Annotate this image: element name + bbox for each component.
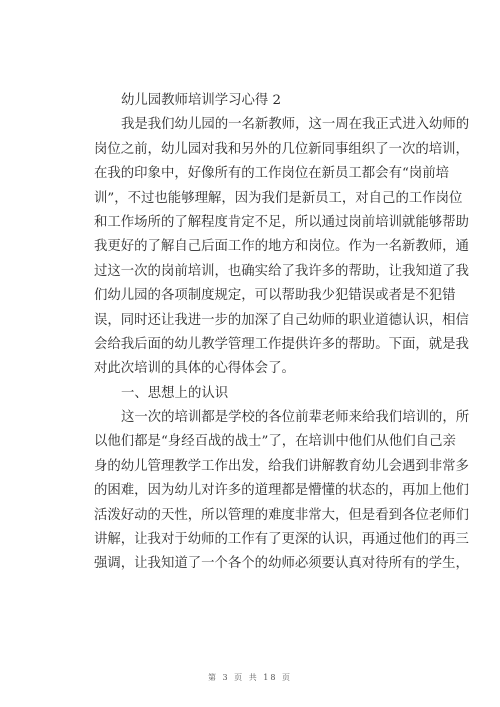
- paragraph-line: 强调，让我知道了一个各个的幼师必须要认真对待所有的学生，: [94, 556, 469, 572]
- document-title: 幼儿园教师培训学习心得 2: [121, 93, 282, 108]
- paragraph-line: 们幼儿园的各项制度规定，可以帮助我少犯错误或者是不犯错: [94, 288, 456, 304]
- paragraph-line: 活泼好动的天性，所以管理的难度非常大，但是看到各位老师们: [94, 507, 469, 523]
- paragraph-line: 在我的印象中，好像所有的工作岗位在新员工都会有“岗前培: [94, 166, 449, 182]
- section-heading: 一、思想上的认识: [121, 385, 229, 401]
- paragraph-line: 以他们都是“身经百战的战士”了，在培训中他们从他们自己亲: [94, 434, 456, 450]
- paragraph-line: 过这一次的岗前培训，也确实给了我许多的帮助，让我知道了我: [94, 263, 469, 279]
- paragraph-line: 讲解，让我对于幼师的工作有了更深的认识，再通过他们的再三: [94, 532, 469, 548]
- paragraph-line: 身的幼儿管理教学工作出发，给我们讲解教育幼儿会遇到非常多: [94, 458, 469, 474]
- paragraph-line: 我是我们幼儿园的一名新教师，这一周在我正式进入幼师的: [121, 117, 470, 133]
- paragraph-line: 这一次的培训都是学校的各位前辈老师来给我们培训的，所: [121, 410, 470, 426]
- document-body: [94, 89, 470, 577]
- paragraph-line: 会给我后面的幼儿教学管理工作提供许多的帮助。下面，就是我: [94, 336, 469, 352]
- paragraph-line: 我更好的了解自己后面工作的地方和岗位。作为一名新教师，通: [94, 239, 469, 255]
- paragraph-line: 的困难，因为幼儿对许多的道理都是懵懂的状态的，再加上他们: [94, 483, 469, 499]
- paragraph-line: 和工作场所的了解程度肯定不足，所以通过岗前培训就能够帮助: [94, 214, 469, 230]
- page-number-footer: 第 3 页 共 18 页: [208, 673, 292, 682]
- paragraph-line: 训”，不过也能够理解，因为我们是新员工，对自己的工作岗位: [94, 190, 463, 206]
- paragraph-line: 对此次培训的具体的心得体会了。: [94, 361, 295, 377]
- paragraph-line: 误，同时还让我进一步的加深了自己幼师的职业道德认识，相信: [94, 312, 469, 328]
- paragraph-line: 岗位之前，幼儿园对我和另外的几位新同事组织了一次的培训，: [94, 141, 469, 157]
